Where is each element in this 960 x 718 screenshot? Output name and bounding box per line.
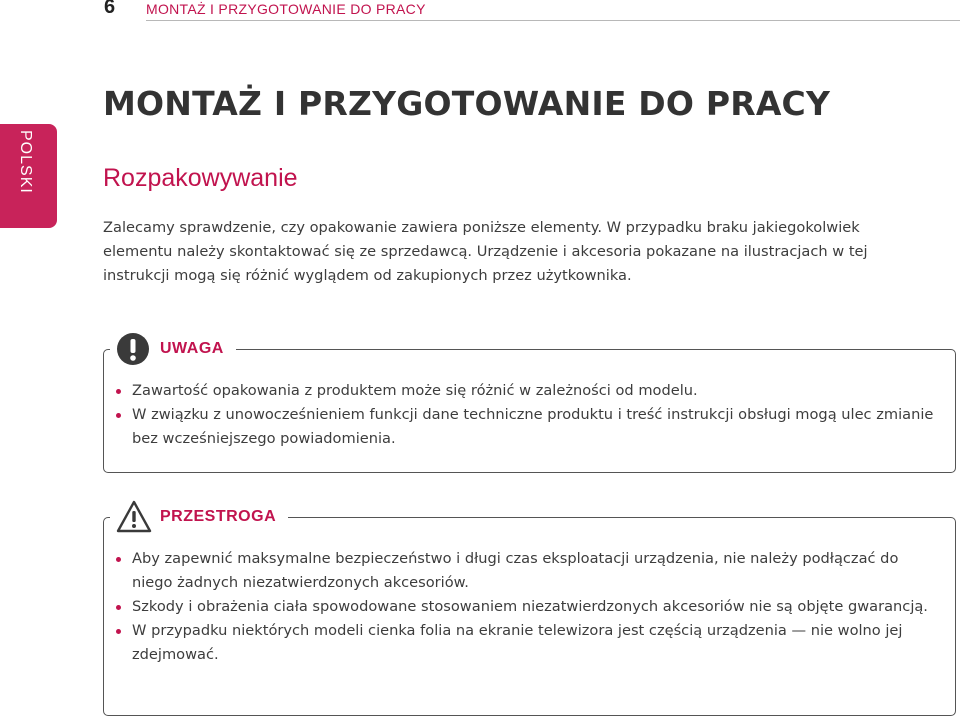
running-header: MONTAŻ I PRZYGOTOWANIE DO PRACY bbox=[146, 1, 426, 17]
page-number: 6 bbox=[104, 0, 116, 18]
bullet-icon bbox=[116, 605, 121, 610]
list-item bbox=[114, 379, 935, 403]
list-item bbox=[114, 619, 935, 667]
note-box bbox=[103, 340, 956, 473]
intro-paragraph: Zalecamy sprawdzenie, czy opakowanie zawiera poniższe elementy. W przypadku braku jakiegokolwiek elementu należy skontaktować się ze sprzedawcą. Urządzenie i akcesoria pokazane na ilustracjach w tej instrukcji mogą się różnić wyglądem od zakupionych przez użytkownika. bbox=[103, 219, 868, 284]
caution-list bbox=[114, 547, 935, 667]
caution-heading bbox=[110, 500, 288, 534]
list-item bbox=[114, 595, 935, 619]
note-heading bbox=[110, 332, 236, 366]
list-item bbox=[114, 403, 935, 451]
bullet-icon bbox=[116, 413, 121, 418]
page-title: MONTAŻ I PRZYGOTOWANIE DO PRACY bbox=[103, 84, 831, 123]
exclamation-circle-icon bbox=[116, 332, 150, 366]
bullet-icon bbox=[116, 629, 121, 634]
warning-triangle-icon bbox=[116, 500, 150, 534]
language-tab-label: POLSKI bbox=[17, 130, 34, 194]
header-divider bbox=[146, 20, 960, 21]
list-item-text: Zawartość opakowania z produktem może się różnić w zależności od modelu. bbox=[132, 382, 698, 399]
caution-box bbox=[103, 508, 956, 716]
list-item-text: Szkody i obrażenia ciała spowodowane stosowaniem niezatwierdzonych akcesoriów nie są objęte gwarancją. bbox=[132, 598, 928, 615]
list-item-text: Aby zapewnić maksymalne bezpieczeństwo i długi czas eksploatacji urządzenia, nie należy podłączać do niego żadnych niezatwierdzonych akcesoriów. bbox=[132, 550, 899, 591]
language-tab bbox=[0, 124, 57, 228]
list-item bbox=[114, 547, 935, 595]
bullet-icon bbox=[116, 557, 121, 562]
note-list bbox=[114, 379, 935, 451]
list-item-text: W przypadku niektórych modeli cienka folia na ekranie telewizora jest częścią urządzenia — nie wolno jej zdejmować. bbox=[132, 622, 903, 663]
caution-heading-label: PRZESTROGA bbox=[160, 508, 277, 525]
bullet-icon bbox=[116, 389, 121, 394]
section-title: Rozpakowywanie bbox=[103, 164, 298, 192]
note-heading-label: UWAGA bbox=[160, 340, 224, 357]
list-item-text: W związku z unowocześnieniem funkcji dane techniczne produktu i treść instrukcji obsługi mogą ulec zmianie bez wcześniejszego powiadomienia. bbox=[132, 406, 934, 447]
